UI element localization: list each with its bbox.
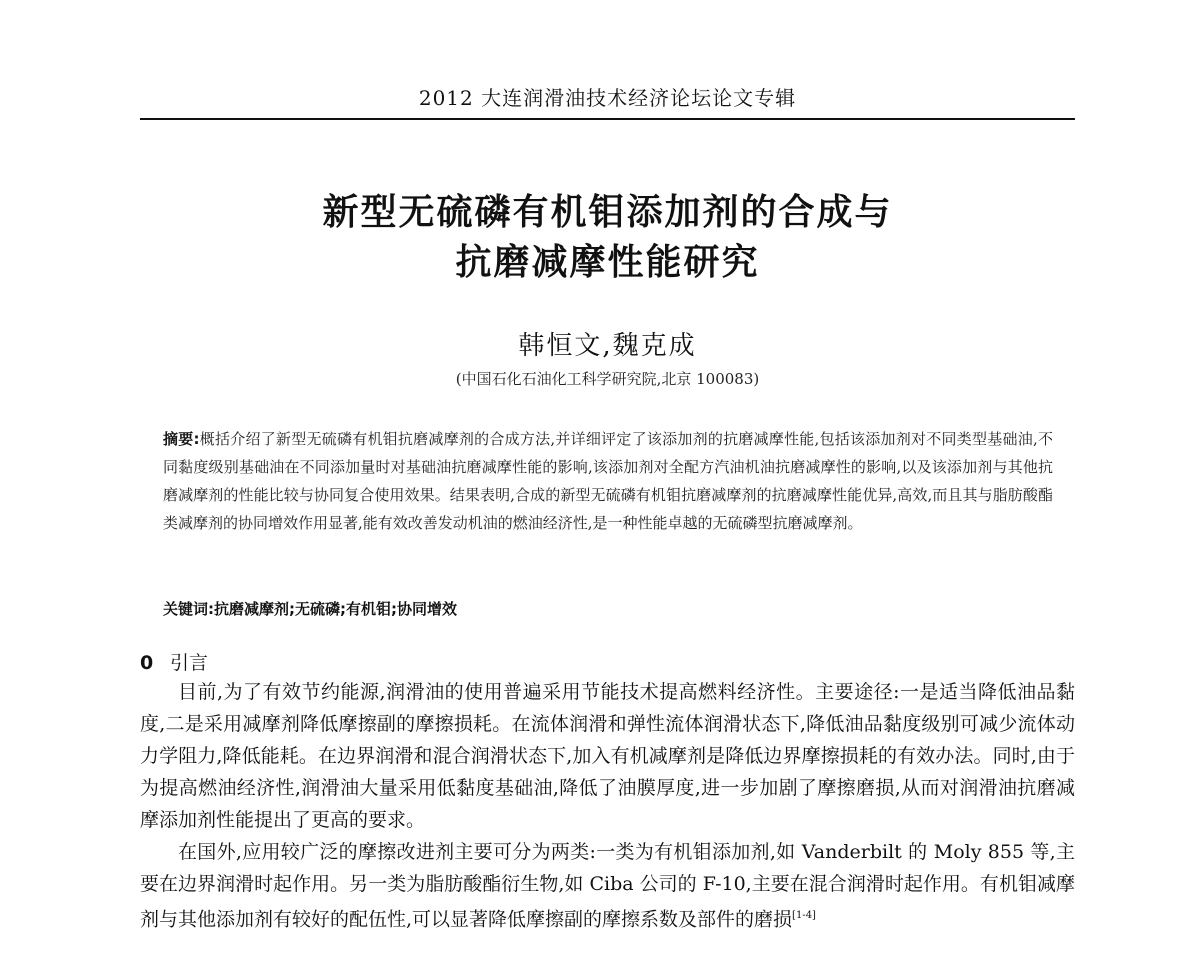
section-title: 引言 bbox=[170, 652, 209, 674]
abstract-label: 摘要: bbox=[163, 430, 200, 448]
paragraph-2-text: 在国外,应用较广泛的摩擦改进剂主要可分为两类:一类为有机钼添加剂,如 Vanderbilt 的 Moly 855 等,主要在边界润滑时起作用。另一类为脂肪酸酯衍生物,如 Ciba 公司的 F-10,主要在混合润滑时起作用。有机钼减摩剂与其他添加剂有较好的配伍性,可以显著降低摩擦副的摩擦系数及部件的磨损 bbox=[140, 841, 1075, 931]
citation: [1-4] bbox=[792, 910, 816, 921]
body-text bbox=[140, 676, 1075, 935]
paragraph-1: 目前,为了有效节约能源,润滑油的使用普遍采用节能技术提高燃料经济性。主要途径:一是适当降低油品黏度,二是采用减摩剂降低摩擦副的摩擦损耗。在流体润滑和弹性流体润滑状态下,降低油品黏度级别可减少流体动力学阻力,降低能耗。在边界润滑和混合润滑状态下,加入有机减摩剂是降低边界摩擦损耗的有效办法。同时,由于为提高燃油经济性,润滑油大量采用低黏度基础油,降低了油膜厚度,进一步加剧了摩擦磨损,从而对润滑油抗磨减摩添加剂性能提出了更高的要求。 bbox=[140, 681, 1075, 831]
section-heading bbox=[140, 648, 208, 675]
title-line-1: 新型无硫磷有机钼添加剂的合成与 bbox=[322, 192, 893, 233]
paragraph-2 bbox=[140, 836, 1075, 935]
abstract-text: 概括介绍了新型无硫磷有机钼抗磨减摩剂的合成方法,并详细评定了该添加剂的抗磨减摩性能,包括该添加剂对不同类型基础油,不同黏度级别基础油在不同添加量时对基础油抗磨减摩性能的影响,该添加剂对全配方汽油机油抗磨减摩性的影响,以及该添加剂与其他抗磨减摩剂的性能比较与协同复合使用效果。结果表明,合成的新型无硫磷有机钼抗磨减摩剂的抗磨减摩性能优异,高效,而且其与脂肪酸酯类减摩剂的协同增效作用显著,能有效改善发动机油的燃油经济性,是一种性能卓越的无硫磷型抗磨减摩剂。 bbox=[163, 430, 1054, 532]
title-line-2: 抗磨减摩性能研究 bbox=[455, 242, 760, 283]
paper-title bbox=[140, 188, 1075, 288]
keywords-label: 关键词: bbox=[163, 600, 214, 618]
authors: 韩恒文,魏克成 bbox=[518, 331, 697, 361]
section-number: 0 bbox=[140, 652, 154, 674]
affiliation: (中国石化石油化工科学研究院,北京 100083) bbox=[455, 370, 760, 388]
abstract bbox=[163, 425, 1053, 537]
running-head: 2012 大连润滑油技术经济论坛论文专辑 bbox=[418, 86, 797, 110]
header-rule bbox=[140, 118, 1075, 120]
keywords bbox=[163, 597, 1053, 621]
keywords-text: 抗磨减摩剂;无硫磷;有机钼;协同增效 bbox=[214, 600, 457, 618]
